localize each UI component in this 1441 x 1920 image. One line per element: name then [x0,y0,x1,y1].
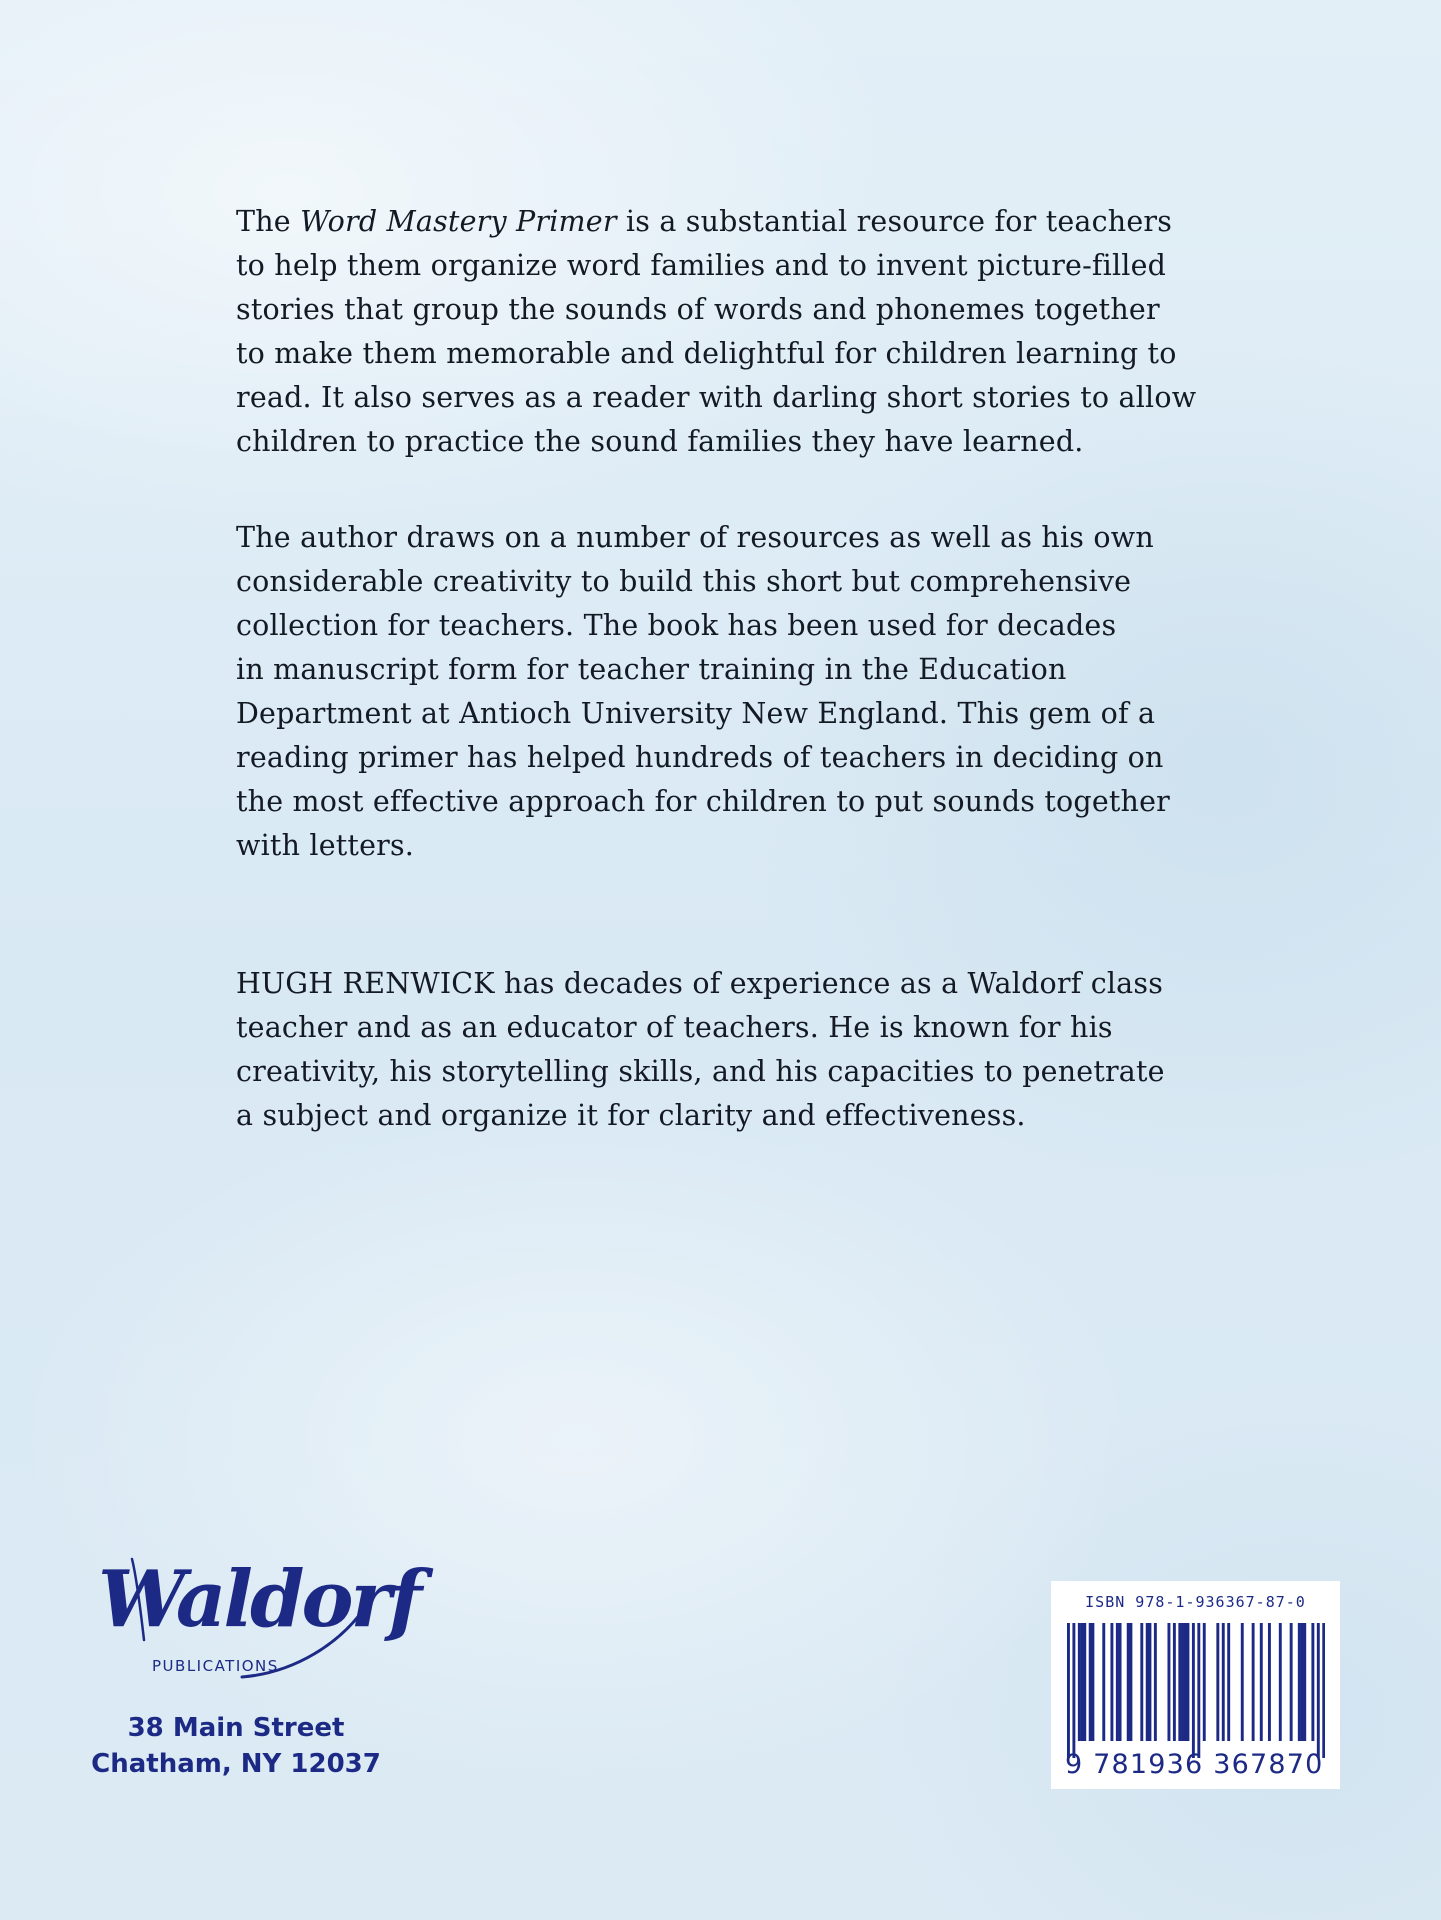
text-line: teacher and as an educator of teachers. He is known for his [236,1011,1113,1044]
barcode-bar [1102,1623,1105,1741]
barcode-bar [1260,1623,1263,1741]
barcode-bar [1197,1623,1200,1758]
barcode-bar [1322,1623,1325,1758]
barcode-bar [1119,1623,1122,1741]
barcode-bar [1186,1623,1189,1741]
text-line: HUGH RENWICK has decades of experience as a Waldorf class [236,967,1164,1000]
barcode-bar [1184,1623,1187,1741]
barcode-bar [1241,1623,1244,1741]
barcode-bar [1222,1623,1225,1741]
book-title: Word Mastery Primer [300,205,617,238]
text-line: stories that group the sounds of words and phonemes together [236,293,1160,326]
barcode-bar [1140,1623,1143,1741]
address-line: Chatham, NY 12037 [91,1749,381,1779]
author-bio [236,962,1236,1138]
barcode-bar [1192,1623,1195,1758]
barcode-bar [1279,1623,1282,1741]
barcode-bar [1127,1623,1130,1741]
barcode-bar [1298,1623,1301,1741]
text-line: creativity, his storytelling skills, and his capacities to penetrate [236,1055,1165,1088]
barcode-bar [1203,1623,1206,1741]
text-line: with letters. [236,829,415,862]
barcode-bar [1167,1623,1170,1741]
text-line: read. It also serves as a reader with darling short stories to allow [236,381,1197,414]
text-line: Department at Antioch University New England. This gem of a [236,697,1156,730]
description-paragraph-2 [236,516,1236,868]
text-line: to make them memorable and delightful for children learning to [236,337,1177,370]
barcode-bar [1303,1623,1306,1741]
barcode-bar [1311,1623,1314,1741]
logo-subtitle: PUBLICATIONS [152,1657,279,1675]
barcode-bar [1110,1623,1113,1741]
barcode-bar [1146,1623,1149,1741]
barcode-bar [1178,1623,1181,1741]
description-paragraph-1 [236,200,1236,464]
barcode-bar [1227,1623,1230,1741]
barcode-bar [1083,1623,1086,1741]
barcode-bar [1268,1623,1271,1741]
barcode-bar [1067,1623,1070,1758]
barcode-bars [1067,1623,1325,1758]
barcode-bar [1290,1623,1293,1741]
publisher-address [86,1710,386,1782]
barcode-bar [1252,1623,1255,1741]
barcode-bar [1072,1623,1075,1758]
text-line: The Word Mastery Primer is a substantial resource for teachers [236,205,1173,238]
text-line: a subject and organize it for clarity and effectiveness. [236,1099,1026,1132]
text-line: children to practice the sound families they have learned. [236,425,1084,458]
text-line: considerable creativity to build this short but comprehensive [236,565,1132,598]
barcode-bar [1216,1623,1219,1741]
barcode-bar [1129,1623,1132,1741]
ean-digits: 9 781936 367870 [1065,1749,1324,1780]
barcode-bar [1116,1623,1119,1741]
barcode-bar [1181,1623,1184,1741]
barcode-bar [1173,1623,1176,1741]
address-line: 38 Main Street [127,1713,345,1743]
barcode-bar [1148,1623,1151,1741]
barcode-bar [1081,1623,1084,1741]
logo-wordmark: Waldorf [98,1554,420,1645]
barcode-bar [1078,1623,1081,1741]
text-line: in manuscript form for teacher training in the Education [236,653,1067,686]
barcode-bar [1301,1623,1304,1741]
isbn-barcode [1051,1581,1340,1789]
publisher-logo [92,1545,420,1695]
barcode-bar [1089,1623,1092,1741]
text-line: collection for teachers. The book has been used for decades [236,609,1117,642]
barcode-bar [1154,1623,1157,1741]
text-line: to help them organize word families and to invent picture-filled [236,249,1167,282]
text-line: The author draws on a number of resources as well as his own [236,521,1154,554]
barcode-bar [1091,1623,1094,1741]
barcode-bar [1317,1623,1320,1758]
text-line: reading primer has helped hundreds of teachers in deciding on [236,741,1164,774]
text-line: the most effective approach for children to put sounds together [236,785,1170,818]
isbn-label: ISBN 978-1-936367-87-0 [1085,1593,1306,1611]
